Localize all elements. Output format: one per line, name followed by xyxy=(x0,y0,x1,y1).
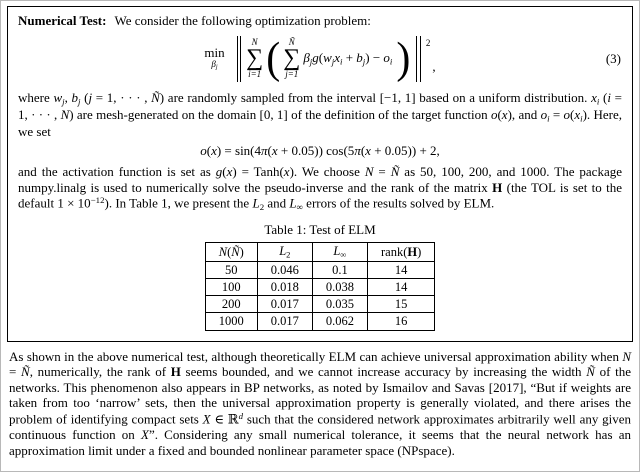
col-header-l2: L2 xyxy=(257,243,312,261)
cell-rank: 15 xyxy=(368,296,435,313)
cell-n: 200 xyxy=(205,296,257,313)
cell-n: 50 xyxy=(205,261,257,278)
cell-rank: 14 xyxy=(368,261,435,278)
cell-l2: 0.017 xyxy=(257,296,312,313)
activation-paragraph: and the activation function is set as g(x) = Tanh(x). We choose N = Ñ as 50, 100, 200, and 1000. The package numpy.linalg is used to numerically solve the pseudo-inverse and the rank of the matrix H (the TOL is set to the default $1 \times 10^{-12}$). In Table 1, we present the L2 and L∞ errors of the results solved by ELM. xyxy=(18,163,622,212)
outer-sum-upper-limit: N xyxy=(251,37,258,48)
sigma-icon: ∑ xyxy=(246,45,264,72)
sigma-icon: ∑ xyxy=(283,45,301,72)
min-label: min xyxy=(204,45,225,61)
inner-sum-upper-limit: Ñ xyxy=(288,37,295,48)
cell-rank: 14 xyxy=(368,278,435,295)
discussion-paragraph: As shown in the above numerical test, although theoretically ELM can achieve universal approximation ability when N = Ñ, numerically, the rank of H seems bounded, and we cannot increase accuracy by increasing the width Ñ of the networks. This phenomenon also appears in BP networks, as noted by Ismailov and Savas [2017], “But if weights are taken from too ‘narrow’ sets, then the universal approximation property is generally violated, and there arises the problem of identifying compact sets X ∈ ℝ$^d$ such that the considered network approximates arbitrarily well any given continuous function on X”. Considering any small numerical tolerance, it seems that the neural network has an approximation limit under a fixed and bounded nonlinear parameter space (NPspace). xyxy=(9,348,632,458)
section-heading: Numerical Test: xyxy=(18,13,107,28)
intro-text: We consider the following optimization problem: xyxy=(114,13,371,28)
outer-sum-lower-limit: i=1 xyxy=(248,68,262,79)
cell-l2: 0.018 xyxy=(257,278,312,295)
col-header-linf: L∞ xyxy=(312,243,367,261)
norm-open-delimiter xyxy=(237,36,242,82)
target-function-equation: o(x) = sin(4π(x + 0.05)) cos(5π(x + 0.05)) + 2, xyxy=(200,143,440,159)
equation-3-expression: βjg(wjxi + bj) − oi xyxy=(303,50,393,67)
cell-linf: 0.035 xyxy=(312,296,367,313)
cell-rank: 16 xyxy=(368,313,435,330)
elm-results-table xyxy=(205,242,436,330)
inner-sum xyxy=(283,38,300,79)
table-row xyxy=(205,261,435,278)
cell-n: 100 xyxy=(205,278,257,295)
where-paragraph: where wj, bj (j = 1, · · · , Ñ) are randomly sampled from the interval [−1, 1] based on a uniform distribution. xi (i = 1, · · · , N) are mesh-generated on the domain [0, 1] of the definition of the target function o(x), and oi = o(xi). Here, we set xyxy=(18,89,622,139)
equation-comma: , xyxy=(432,58,436,74)
min-subscript: βj xyxy=(211,59,218,71)
outer-sum xyxy=(246,38,263,79)
min-operator xyxy=(204,46,224,71)
equation-3-body xyxy=(204,36,435,82)
open-paren: ( xyxy=(266,34,281,83)
col-header-rank: rank(H) xyxy=(368,243,435,261)
norm-exponent: 2 xyxy=(425,37,431,48)
inner-sum-lower-limit: j=1 xyxy=(285,68,299,79)
table-caption: Table 1: Test of ELM xyxy=(264,221,376,237)
equation-3 xyxy=(18,36,622,82)
equation-number: (3) xyxy=(605,50,621,66)
cell-linf: 0.038 xyxy=(312,278,367,295)
cell-n: 1000 xyxy=(205,313,257,330)
close-paren: ) xyxy=(396,34,411,83)
table-row xyxy=(205,313,435,330)
norm-close-delimiter xyxy=(416,36,421,82)
cell-linf: 0.062 xyxy=(312,313,367,330)
cell-l2: 0.017 xyxy=(257,313,312,330)
cell-l2: 0.046 xyxy=(257,261,312,278)
cell-linf: 0.1 xyxy=(312,261,367,278)
intro-paragraph xyxy=(18,13,622,29)
numerical-test-box xyxy=(7,6,633,342)
col-header-n: N(Ñ) xyxy=(205,243,257,261)
table-header-row xyxy=(205,243,435,261)
table-row xyxy=(205,278,435,295)
table-row xyxy=(205,296,435,313)
